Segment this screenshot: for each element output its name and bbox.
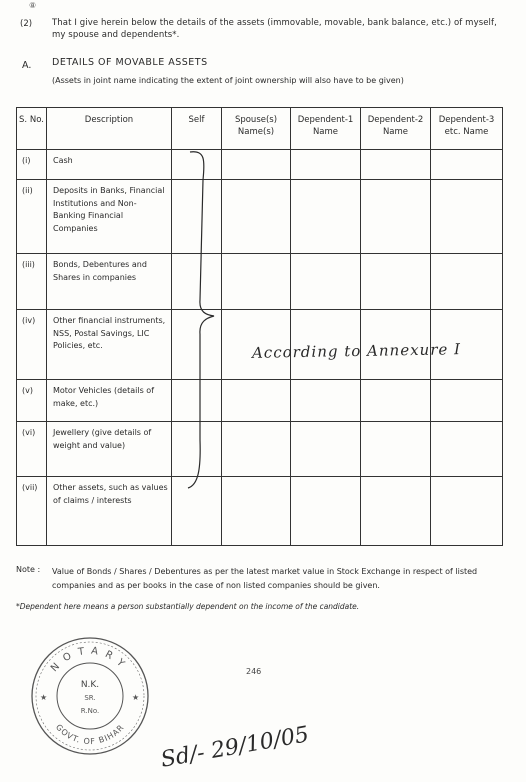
seal-bottom-text: GOVT. OF BIHAR — [53, 722, 127, 747]
header-dependent-3: Dependent-3 etc. Name — [431, 108, 503, 150]
header-sno: S. No. — [17, 108, 47, 150]
svg-text:GOVT. OF BIHAR — [54, 723, 126, 747]
notary-seal — [28, 634, 152, 758]
row-sno: (iv) — [17, 310, 47, 380]
row-sno: (iii) — [17, 254, 47, 310]
note-label: Note : — [16, 565, 41, 574]
row-sno: (i) — [17, 150, 47, 180]
intro-text: That I give herein below the details of the assets (immovable, movable, bank balance, etc.) of myself, my spouse and dependents*. — [52, 18, 497, 40]
section-title: DETAILS OF MOVABLE ASSETS — [52, 57, 208, 68]
row-sno: (ii) — [17, 180, 47, 254]
row-sno: (vi) — [17, 422, 47, 477]
seal-line-2: SR. — [84, 694, 96, 702]
row-sno: (vii) — [17, 477, 47, 546]
row-description: Deposits in Banks, Financial Institutions and Non-Banking Financial Companies — [47, 180, 172, 254]
section-letter: A. — [22, 60, 32, 71]
svg-text:NOTARY — [49, 646, 131, 675]
page-number: 246 — [246, 667, 262, 676]
header-spouse: Spouse(s) Name(s) — [222, 108, 291, 150]
signature-and-date: Sd/- 29/10/05 — [158, 722, 311, 773]
seal-star-icon: ★ — [132, 693, 140, 702]
row-description: Cash — [47, 150, 172, 180]
header-dependent-1: Dependent-1 Name — [291, 108, 361, 150]
row-description: Jewellery (give details of weight and value) — [47, 422, 172, 477]
note-text: Value of Bonds / Shares / Debentures as per the latest market value in Stock Exchange in respect of listed companies and as per books in the case of non listed companies should be given. — [52, 567, 478, 590]
handwritten-annexure-note: According to Annexure I — [251, 340, 462, 362]
header-dependent-2: Dependent-2 Name — [361, 108, 431, 150]
seal-line-3: R.No. — [80, 707, 100, 715]
row-description: Bonds, Debentures and Shares in companies — [47, 254, 172, 310]
seal-star-icon: ★ — [40, 693, 48, 702]
section-subtitle: (Assets in joint name indicating the extent of joint ownership will also have to be given) — [52, 76, 404, 85]
seal-name: N.K. — [80, 680, 100, 690]
seal-top-text: NOTARY — [48, 645, 132, 675]
row-description: Other financial instruments, NSS, Postal Savings, LIC Policies, etc. — [47, 310, 172, 380]
dependent-definition: *Dependent here means a person substantially dependent on the income of the candidate. — [16, 602, 360, 611]
row-sno: (v) — [17, 380, 47, 422]
row-description: Motor Vehicles (details of make, etc.) — [47, 380, 172, 422]
header-self: Self — [172, 108, 222, 150]
header-description: Description — [47, 108, 172, 150]
page-marker: ⑧ — [29, 1, 37, 10]
row-description: Other assets, such as values of claims / interests — [47, 477, 172, 546]
paragraph-number: (2) — [20, 19, 33, 29]
